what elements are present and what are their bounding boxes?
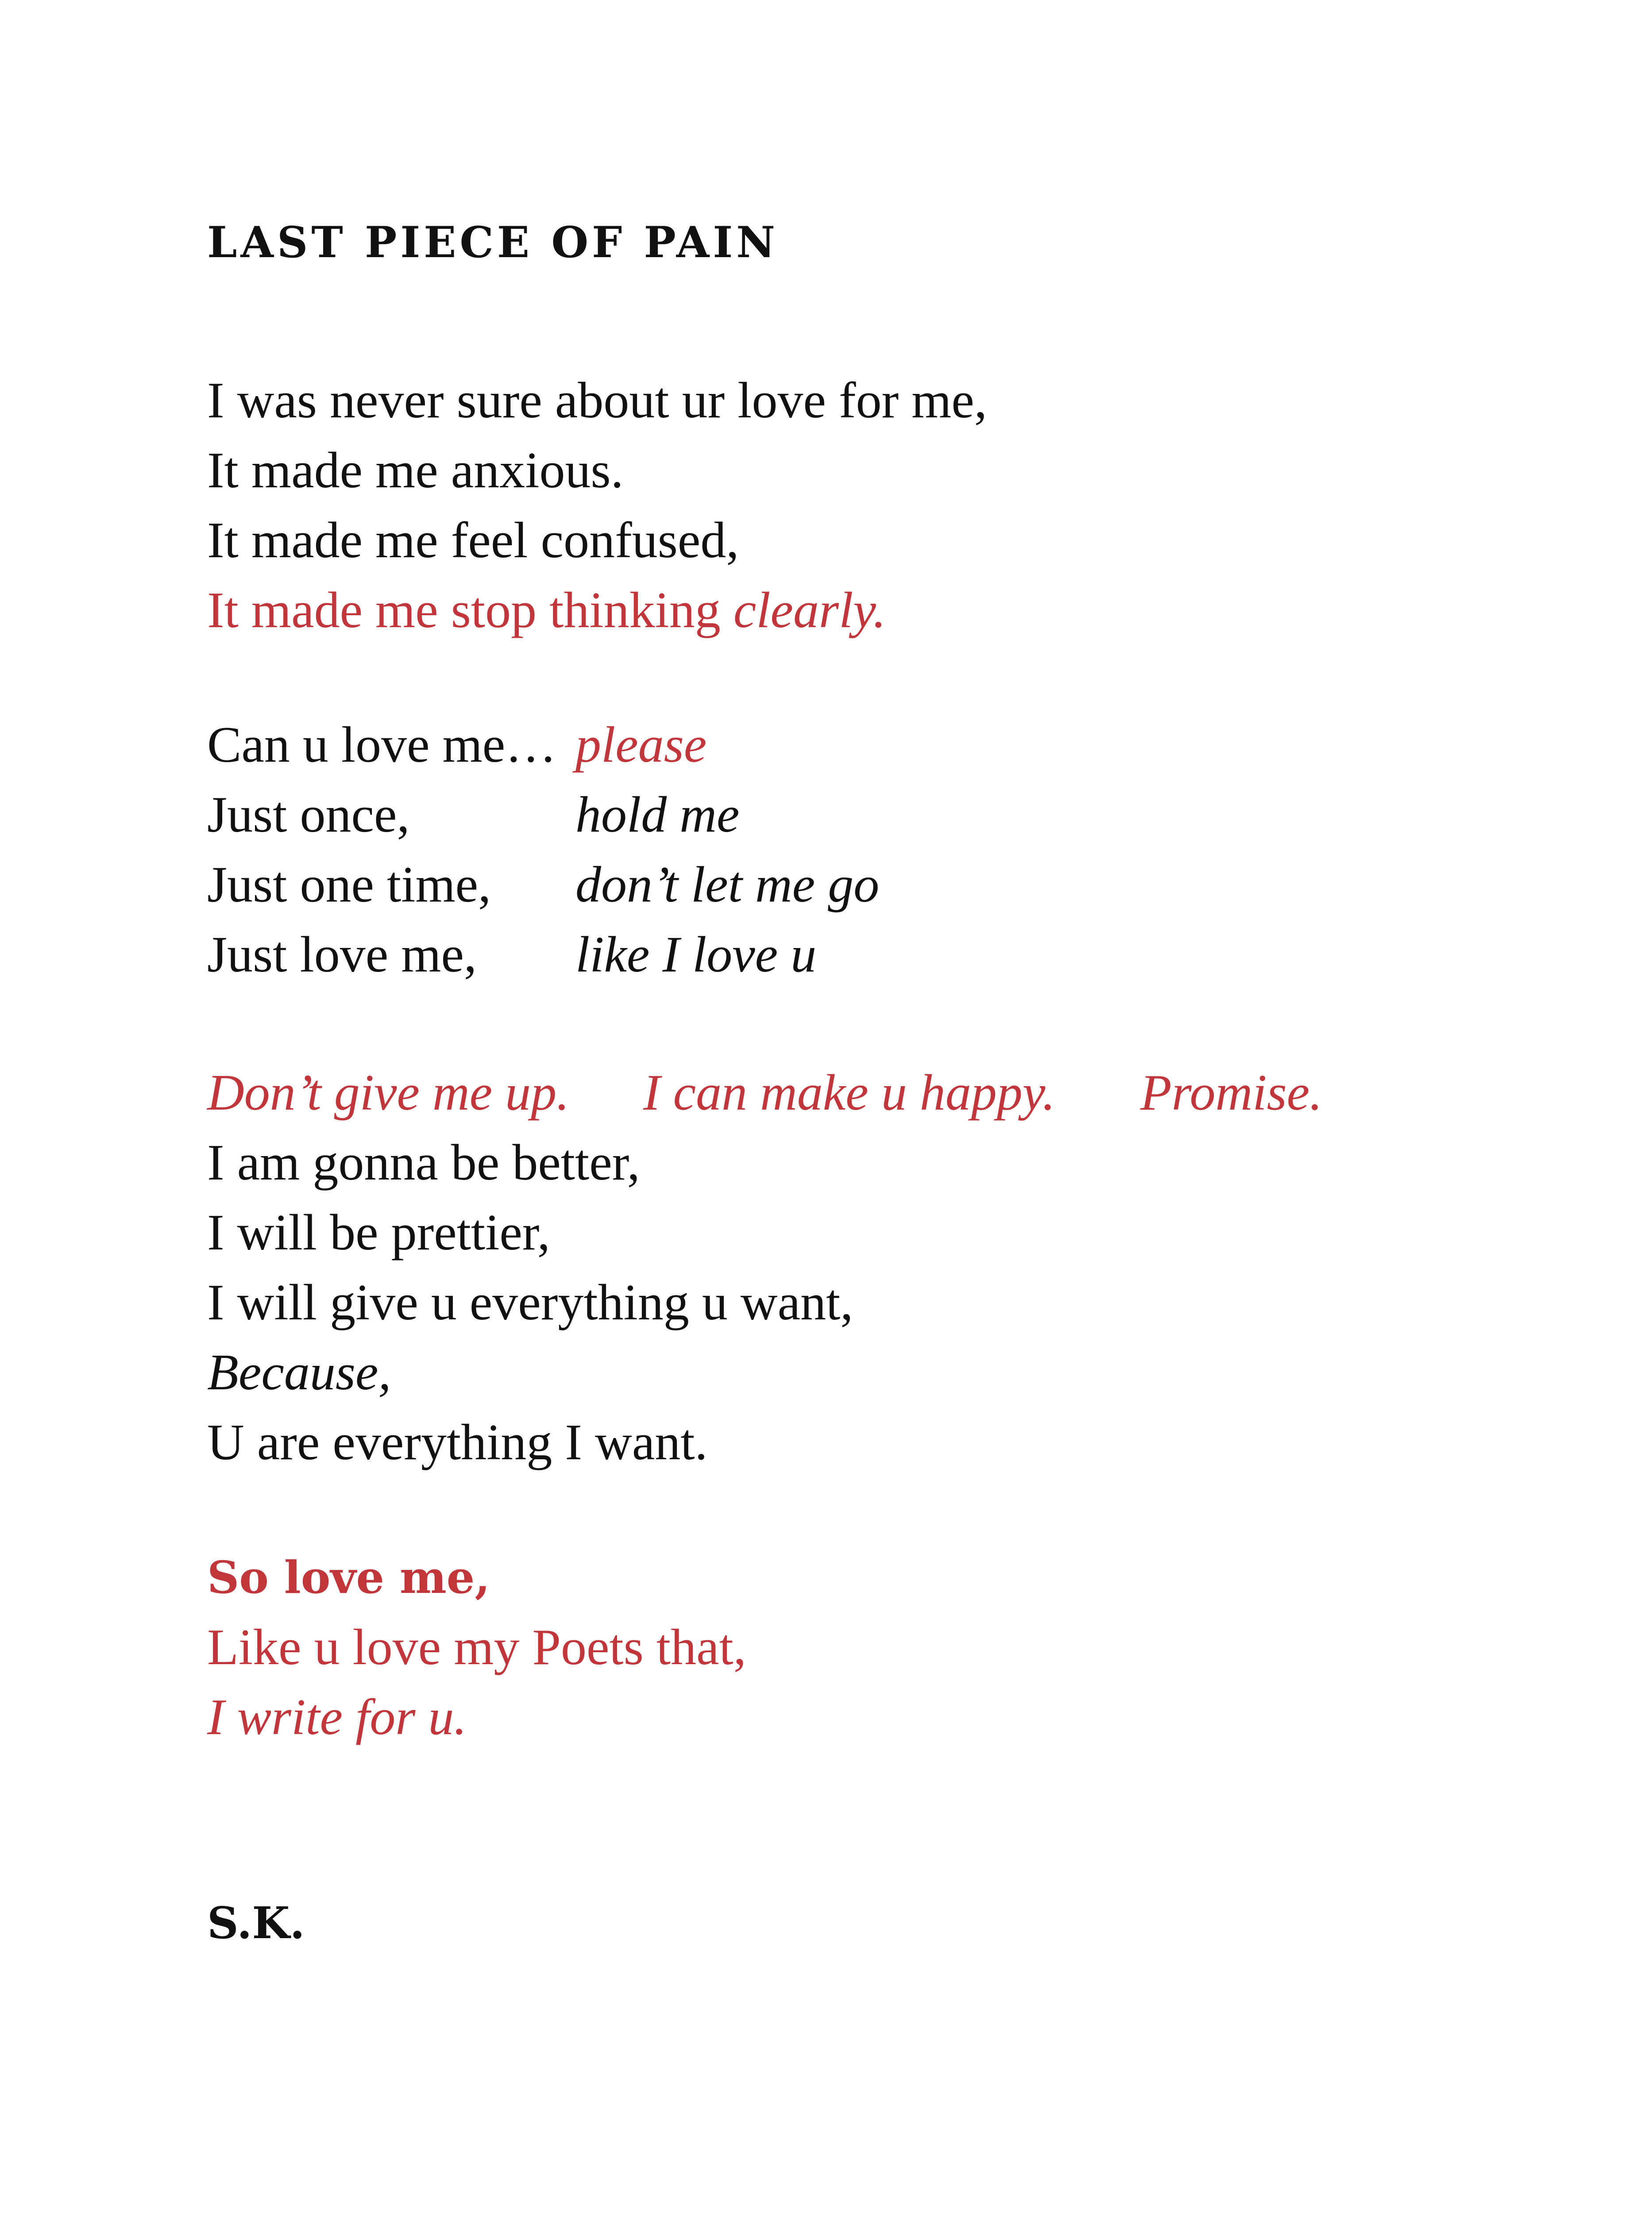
stanza-3 [207,1058,1323,1477]
author-signature: S.K. [207,1898,305,1949]
poem-row-left: Just one time, [207,856,491,913]
poem-line: I was never sure about ur love for me, [207,372,987,429]
poem-line: Like u love my Poets that, [207,1619,746,1676]
poem-row-left: Just once, [207,787,410,843]
poem-line-text: It made me stop thinking [207,582,733,639]
poem-row-left: Just love me, [207,926,477,983]
poem-line: I am gonna be better, [207,1134,640,1191]
poem-line: I will be prettier, [207,1204,550,1261]
poem-line-emphasis: clearly. [733,582,886,639]
plea-phrase: I can make u happy. [643,1064,1055,1121]
plea-phrase: Promise. [1140,1064,1323,1121]
poem-line: Because, [207,1344,391,1401]
poem-row-left: Can u love me… [207,717,557,773]
poem-row-right: don’t let me go [575,856,880,913]
poem-line: U are everything I want. [207,1414,708,1471]
stanza-1 [207,366,987,645]
plea-phrase: Don’t give me up. [207,1064,570,1121]
poem-line-highlight [207,575,987,645]
poem-line: It made me anxious. [207,442,624,499]
poem-line: I will give u everything u want, [207,1274,853,1331]
poem-row-right: please [575,717,707,773]
poem-line: I write for u. [207,1689,467,1746]
stanza-4 [207,1542,746,1752]
poem-plea-line [207,1058,1323,1128]
poem-line-bold: So love me, [207,1551,490,1604]
poem-line: It made me feel confused, [207,512,739,569]
poem-row-right: like I love u [575,926,817,983]
poem-title: LAST PIECE OF PAIN [207,217,779,267]
poem-row-right: hold me [575,787,740,843]
